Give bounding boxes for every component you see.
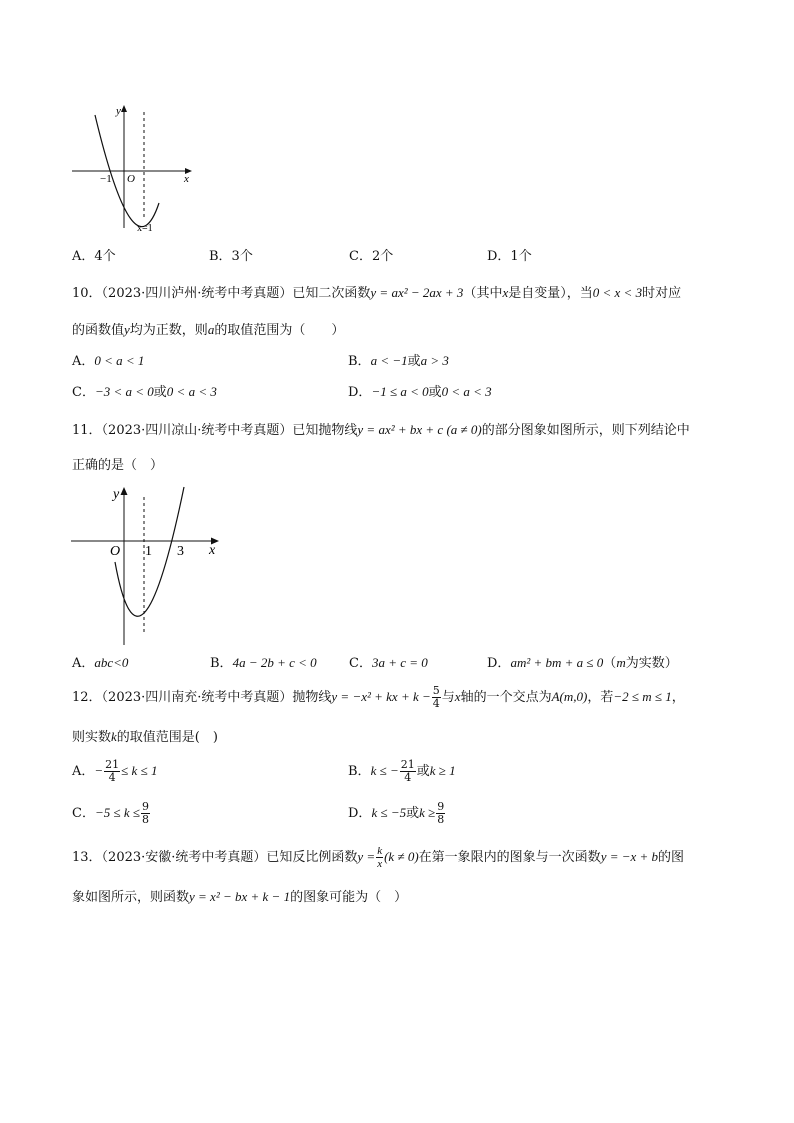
y-label: y	[113, 487, 120, 502]
q9-option-c[interactable]: C．2个	[349, 249, 394, 264]
tick-label-1: 1	[145, 544, 152, 559]
x-label: x	[184, 173, 189, 185]
origin-label: O	[110, 544, 121, 559]
q10-option-c[interactable]: C．−3 < a < 0或0 < a < 3	[72, 384, 217, 400]
q9-option-b[interactable]: B．3个	[209, 249, 253, 264]
q9-option-d[interactable]: D．1个	[487, 249, 532, 264]
y-axis-arrow	[121, 105, 127, 112]
y-label: y	[116, 105, 121, 117]
y-axis-arrow	[121, 487, 128, 495]
parabola-figure-q9	[68, 100, 198, 235]
q13-stem-line1: 13．（2023·安徽·统考中考真题）已知反比例函数y = $\frac{k}{x}$ (k ≠ 0)在第一象限内的图象与一次函数y = −x + b的图	[72, 845, 685, 870]
q11-option-c[interactable]: C．3a + c = 0	[349, 655, 428, 671]
q12-option-b[interactable]: B．k ≤ − $\frac{21}{4}$ 或k ≥ 1	[348, 758, 456, 784]
q12-option-a[interactable]: A．− $\frac{21}{4}$ ≤ k ≤ 1	[72, 758, 158, 784]
q12-stem-line1: 12．（2023·四川南充·统考中考真题）抛物线y = −x² + kx + k − $\frac{5}{4}$ 与x轴的一个交点为A(m,0)，若−2 ≤ m ≤ 1，	[72, 684, 685, 710]
neg-one-label: −1	[100, 173, 112, 185]
q12-option-c[interactable]: C．−5 ≤ k ≤ $\frac{9}{8}$	[72, 800, 150, 826]
q9-option-a[interactable]: A．4个	[72, 249, 116, 264]
q13-stem-line2: 象如图所示，则函数y = x² − bx + k − 1的图象可能为（ ）	[72, 889, 408, 905]
parabola-figure-q11	[68, 482, 228, 652]
q11-stem-line1: 11．（2023·四川凉山·统考中考真题）已知抛物线y = ax² + bx + c (a ≠ 0)的部分图象如图所示，则下列结论中	[72, 422, 690, 438]
q11-option-b[interactable]: B．4a − 2b + c < 0	[210, 655, 317, 671]
q10-stem-line1: 10．（2023·四川泸州·统考中考真题）已知二次函数y = ax² − 2ax + 3（其中x是自变量），当0 < x < 3时对应	[72, 285, 682, 301]
axis-label: x=1	[137, 223, 153, 234]
q11-option-a[interactable]: A．abc<0	[72, 655, 129, 671]
tick-label-3: 3	[177, 544, 184, 559]
q10-option-a[interactable]: A．0 < a < 1	[72, 353, 145, 369]
origin-label: O	[127, 173, 135, 185]
q12-stem-line2: 则实数k的取值范围是( )	[72, 729, 218, 745]
x-label: x	[209, 543, 216, 558]
q10-stem-line2: 的函数值y均为正数，则a的取值范围为（ ）	[72, 322, 345, 338]
q11-option-d[interactable]: D．am² + bm + a ≤ 0（m为实数）	[487, 655, 678, 671]
q11-stem-line2: 正确的是（ ）	[72, 458, 164, 473]
q10-option-d[interactable]: D．−1 ≤ a < 0或0 < a < 3	[348, 384, 492, 400]
q10-option-b[interactable]: B．a < −1或a > 3	[348, 353, 449, 369]
q12-option-d[interactable]: D．k ≤ −5或k ≥ $\frac{9}{8}$	[348, 800, 445, 826]
